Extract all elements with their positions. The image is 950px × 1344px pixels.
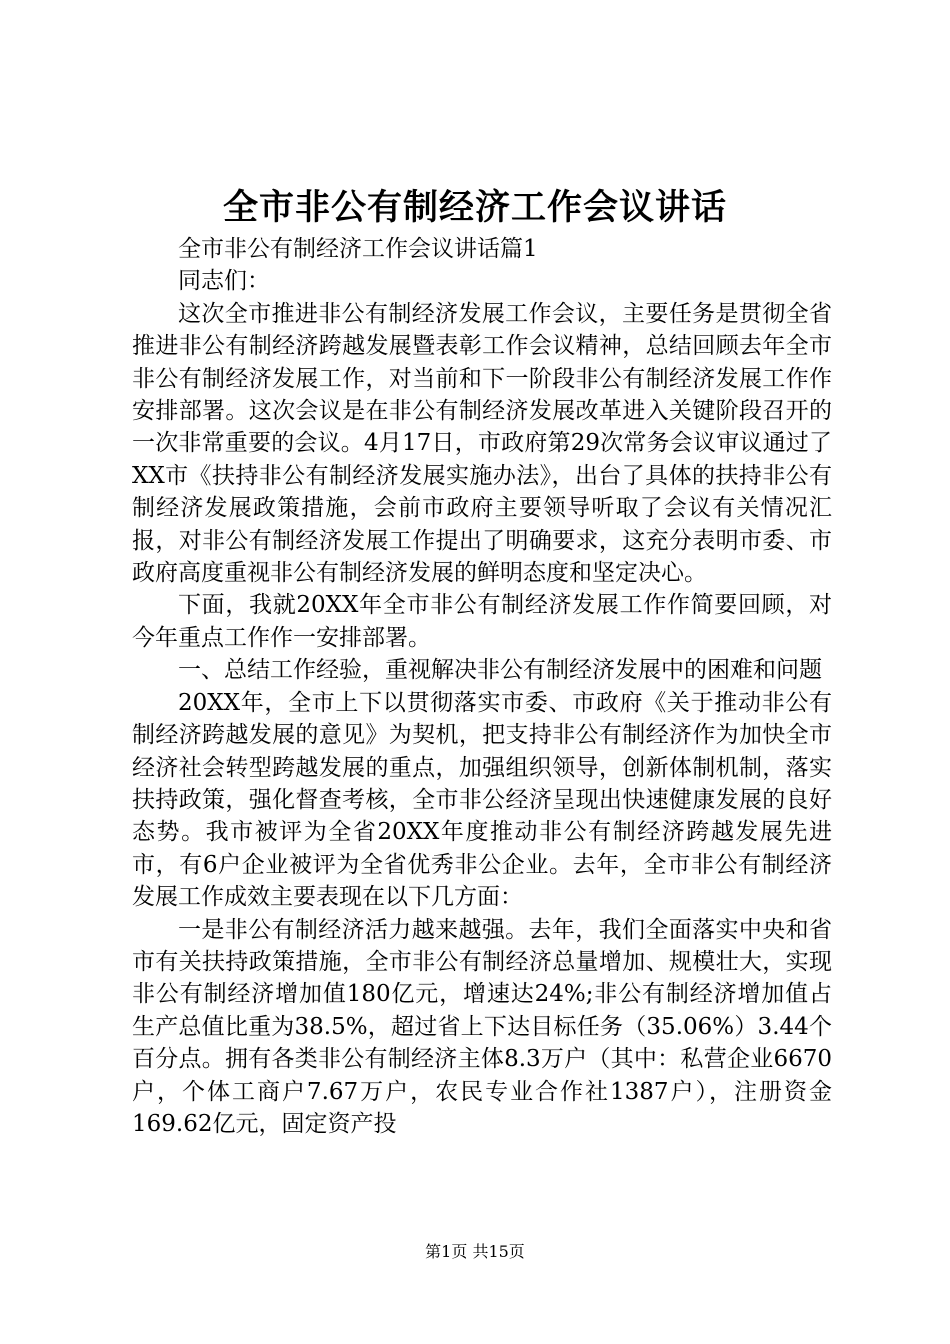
paragraph: 20XX年，全市上下以贯彻落实市委、市政府《关于推动非公有制经济跨越发展的意见》为契机，把支持非公有制经济作为加快全市经济社会转型跨越发展的重点，加强组织领导，创新体制机制，落实扶持政策，强化督查考核，全市非公经济呈现出快速健康发展的良好态势。我市被评为全省20XX年度推动非公有制经济跨越发展先进市，有6户企业被评为全省优秀非公企业。去年，全市非公有制经济发展工作成效主要表现在以下几方面： xyxy=(132,689,832,911)
page-footer: 第1页 共15页 xyxy=(425,1242,525,1261)
document-body xyxy=(132,233,832,1140)
subtitle-line: 全市非公有制经济工作会议讲话篇1 xyxy=(178,236,538,262)
paragraph: 这次全市推进非公有制经济发展工作会议，主要任务是贯彻全省推进非公有制经济跨越发展暨表彰工作会议精神，总结回顾去年全市非公有制经济发展工作，对当前和下一阶段非公有制经济发展工作作安排部署。这次会议是在非公有制经济发展改革进入关键阶段召开的一次非常重要的会议。4月17日，市政府第29次常务会议审议通过了XX市《扶持非公有制经济发展实施办法》，出台了具体的扶持非公有制经济发展政策措施，会前市政府主要领导听取了会议有关情况汇报，对非公有制经济发展工作提出了明确要求，这充分表明市委、市政府高度重视非公有制经济发展的鲜明态度和坚定决心。 xyxy=(132,300,832,587)
document-title: 全市非公有制经济工作会议讲话 xyxy=(222,187,727,228)
salutation-line: 同志们： xyxy=(178,268,270,295)
paragraph: 一是非公有制经济活力越来越强。去年，我们全面落实中央和省市有关扶持政策措施，全市非公有制经济总量增加、规模壮大，实现非公有制经济增加值180亿元，增速达24%;非公有制经济增加值占生产总值比重为38.5%，超过省上下达目标任务（35.06%）3.44个百分点。拥有各类非公有制经济主体8.3万户（其中：私营企业6670户，个体工商户7.67万户，农民专业合作社1387户），注册资金169.62亿元，固定资产投 xyxy=(132,916,832,1137)
paragraph: 下面，我就20XX年全市非公有制经济发展工作作简要回顾，对今年重点工作作一安排部署。 xyxy=(132,592,832,651)
section-heading: 一、总结工作经验，重视解决非公有制经济发展中的困难和问题 xyxy=(178,657,822,684)
